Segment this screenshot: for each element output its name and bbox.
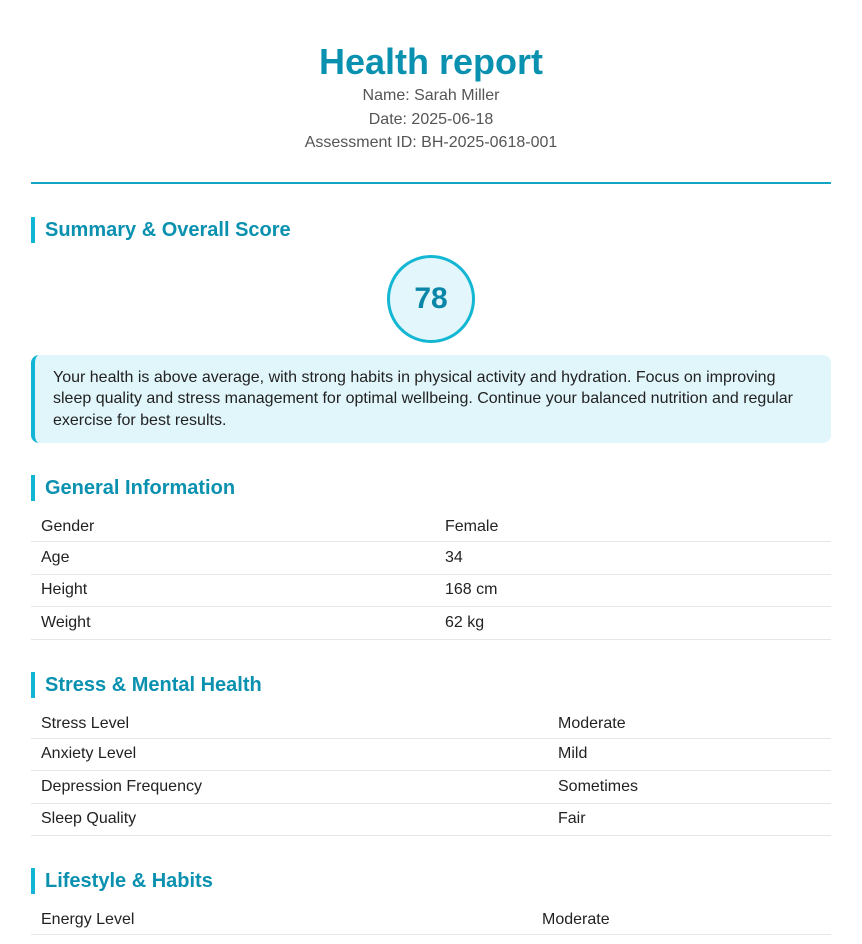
- row-label: Depression Frequency: [31, 771, 548, 804]
- row-label: Stress Level: [31, 710, 548, 739]
- row-value: Moderate: [548, 710, 831, 739]
- report-page: [31, 0, 831, 935]
- table-row: [31, 513, 831, 542]
- summary-heading: Summary & Overall Score: [31, 217, 831, 243]
- row-value: Sometimes: [548, 771, 831, 804]
- table-row: [31, 738, 831, 771]
- table-row: [31, 574, 831, 607]
- row-label: Energy Level: [31, 906, 532, 935]
- score-wrapper: [31, 255, 831, 343]
- report-meta: [31, 84, 831, 155]
- row-value: Female: [435, 513, 831, 542]
- table-row: [31, 710, 831, 739]
- summary-section: [31, 217, 831, 444]
- general-heading: General Information: [31, 475, 831, 501]
- report-date: Date: 2025-06-18: [368, 110, 494, 128]
- row-label: Sleep Quality: [31, 803, 548, 836]
- row-label: Age: [31, 542, 435, 575]
- table-row: [31, 906, 831, 935]
- lifestyle-table: [31, 906, 831, 935]
- row-value: Fair: [548, 803, 831, 836]
- stress-table: [31, 710, 831, 837]
- patient-name: Name: Sarah Miller: [362, 87, 500, 104]
- overall-score-badge: 78: [387, 255, 475, 343]
- row-label: Anxiety Level: [31, 738, 548, 771]
- report-header: [31, 0, 831, 155]
- header-divider: [31, 182, 831, 184]
- assessment-id: Assessment ID: BH-2025-0618-001: [304, 134, 558, 151]
- table-row: [31, 803, 831, 836]
- row-label: Weight: [31, 607, 435, 640]
- row-label: Height: [31, 574, 435, 607]
- general-section: [31, 475, 831, 640]
- summary-text-box: Your health is above average, with strong habits in physical activity and hydration. Focus on improving sleep quality and stress management for optimal wellbeing. Continue your balanced nutrition and regular exercise for best results.: [31, 355, 831, 444]
- row-value: Moderate: [532, 906, 831, 935]
- lifestyle-heading: Lifestyle & Habits: [31, 868, 831, 894]
- stress-heading: Stress & Mental Health: [31, 672, 831, 698]
- stress-section: [31, 672, 831, 837]
- row-value: 62 kg: [435, 607, 831, 640]
- table-row: [31, 771, 831, 804]
- table-row: [31, 542, 831, 575]
- table-row: [31, 607, 831, 640]
- row-label: Gender: [31, 513, 435, 542]
- row-value: Mild: [548, 738, 831, 771]
- page-title: Health report: [318, 41, 544, 82]
- row-value: 168 cm: [435, 574, 831, 607]
- lifestyle-section: [31, 868, 831, 935]
- row-value: 34: [435, 542, 831, 575]
- general-table: [31, 513, 831, 640]
